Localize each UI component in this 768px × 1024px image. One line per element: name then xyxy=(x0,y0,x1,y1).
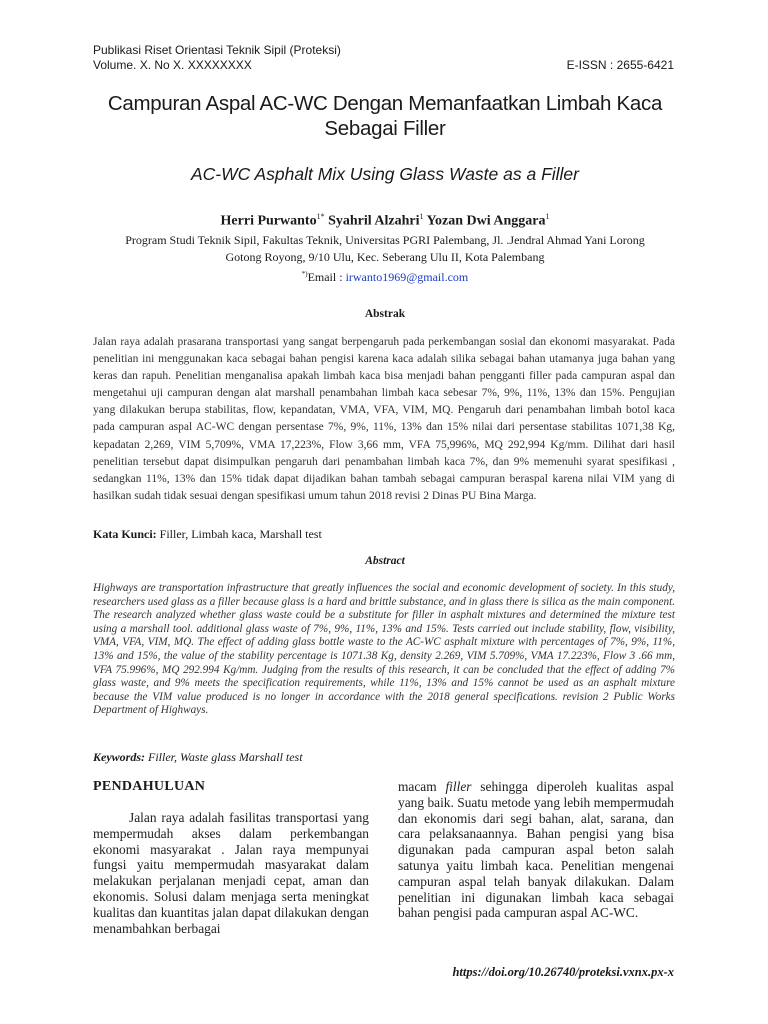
keywords-values: Filler, Waste glass Marshall test xyxy=(145,750,303,764)
doi-link[interactable]: https://doi.org/10.26740/proteksi.vxnx.px-x xyxy=(452,965,674,979)
abstrak-heading: Abstrak xyxy=(364,308,406,320)
journal-name: Publikasi Riset Orientasi Teknik Sipil (Proteksi) xyxy=(93,43,341,57)
kata-kunci-values: Filler, Limbah kaca, Marshall test xyxy=(156,527,322,541)
kata-kunci xyxy=(93,527,675,542)
paper-title xyxy=(90,91,680,141)
intro-right-column xyxy=(398,779,674,921)
abstrak-body: Jalan raya adalah prasarana transportasi yang sangat berpengaruh pada perkembangan sosial dan ekonomi masyarakat. Pada penelitian ini menggunakan kaca sebagai bahan pengisi karena kaca adalah silika sebagai bahan utamanya juga bahan yang keras dan rapuh. Penelitian menganalisa apakah limbah kaca bisa menjadi bahan pengganti filler pada campuran aspal dan mengetahui uji campuran dengan alat marshall penambahan limbah kaca sebesar 7%, 9%, 11%, 13% dan 15%. Pengujian yang dilakukan berupa stabilitas, flow, kepandatan, VMA, VFA, VIM, MQ. Pengaruh dari penambahan limbah botol kaca pada campuran aspal AC-WC dengan persentase 7%, 9%, 11%, 13% dan 15% nilai dari persentase stabilitas 1071,38 Kg, kepadatan 2,269, VIM 5,709%, VMA 17,223%, Flow 3,66 mm, VFA 75,996%, MQ 292,994 Kg/mm. Dilihat dari hasil penelitian tersebut dapat disimpulkan pengaruh dari penambahan limbah kaca 7%, dan 9% memenuhi syarat spesifikasi , sedangkan 11%, 13% dan 15% tidak dapat dijadikan bahan tambah sebagai campuran beraspal karena nilai VIM yang di hasilkan sudah tidak sesuai dengan spesifikasi umum tahun 2018 revisi 2 Dinas PU Bina Marga. xyxy=(93,336,675,502)
abstract-body: Highways are transportation infrastructure that greatly influences the social and economic development of society. In this study, researchers used glass as a filler because glass is a hard and brittle substance, and in glass there is silica as the main component. The research analyzed whether glass waste could be a substitute for filler in asphalt mixtures and determined the mixture test using a marshall tool. additional glass waste of 7%, 9%, 11%, 13% and 15%. Tests carried out include stability, flow, visibility, VMA, VFA, VIM, MQ. The effect of adding glass bottle waste to the AC-WC asphalt mixture with percentages of 7%, 9%, 11%, 13% and 15%, the value of the stability percentage is 1071.38 Kg, density 2.269, VIM 5.709%, VMA 17.223%, Flow 3 .66 mm, VFA 75.996%, MQ 292.994 Kg/mm. Judging from the results of this research, it can be concluded that the effect of adding 7% glass waste, and 9% meets the specification requirements, while 11%, 13% and 15% cannot be used as an asphalt mixture because the VIM value produced is no longer in accordance with the 2018 general specifications. revision 2 Public Works Department of Highways. xyxy=(93,582,675,717)
email-sup: *) xyxy=(301,270,308,278)
email-link[interactable]: irwanto1969@gmail.com xyxy=(345,270,469,284)
author-list xyxy=(90,212,680,230)
intro-right-pre: macam xyxy=(398,779,446,794)
author-2-sup: 1 xyxy=(419,212,424,221)
author-3: Yozan Dwi Anggara xyxy=(426,213,546,229)
email-label: Email : xyxy=(307,270,346,284)
affiliation-line-2: Gotong Royong, 9/10 Ulu, Kec. Seberang Ulu II, Kota Palembang xyxy=(225,250,545,264)
keywords-label: Keywords: xyxy=(93,750,145,764)
abstract-heading: Abstract xyxy=(365,555,405,567)
author-2: Syahril Alzahri xyxy=(328,213,420,229)
author-3-sup: 1 xyxy=(545,212,550,221)
title-line-2: Sebagai Filler xyxy=(324,117,446,140)
author-1-sup: 1* xyxy=(316,212,325,221)
english-title: AC-WC Asphalt Mix Using Glass Waste as a Filler xyxy=(190,164,579,184)
keywords xyxy=(93,750,675,765)
title-line-1: Campuran Aspal AC-WC Dengan Memanfaatkan Limbah Kaca xyxy=(107,92,663,115)
intro-right-italic: filler xyxy=(445,779,472,794)
journal-issn: E-ISSN : 2655-6421 xyxy=(566,58,674,72)
email-line xyxy=(90,266,680,286)
kata-kunci-label: Kata Kunci: xyxy=(93,527,157,541)
intro-heading: PENDAHULUAN xyxy=(93,779,206,794)
journal-volume: Volume. X. No X. XXXXXXXX xyxy=(93,58,252,72)
affiliation xyxy=(90,232,680,286)
intro-left-column: Jalan raya adalah fasilitas transportasi yang mempermudah akses dalam perkembangan ekonomi masyarakat . Jalan raya mempunyai fungsi yaitu mempermudah masyarakat dalam melakukan perjalanan menjadi cepat, aman dan ekonomis. Solusi dalam menjaga serta meningkat kualitas dan kuantitas jalan dapat dilakukan dengan menambahkan berbagai xyxy=(93,810,369,936)
affiliation-line-1: Program Studi Teknik Sipil, Fakultas Teknik, Universitas PGRI Palembang, Jl. .Jendral Ahmad Yani Lorong xyxy=(125,233,645,247)
author-1: Herri Purwanto xyxy=(220,213,317,229)
intro-right-post: sehingga diperoleh kualitas aspal yang baik. Suatu metode yang lebih mempermudah dan ekonomis dari segi bahan, alat, sarana, dan cara pelaksanaannya. Bahan pengisi yang bisa digunakan pada campuran aspal beton salah satunya yaitu limbah kaca. Penelitian mengenai campuran aspal telah banyak dilakukan. Dalam penelitian ini digunakan limbah kaca sebagai bahan pengisi pada campuran aspal AC-WC. xyxy=(398,779,674,921)
